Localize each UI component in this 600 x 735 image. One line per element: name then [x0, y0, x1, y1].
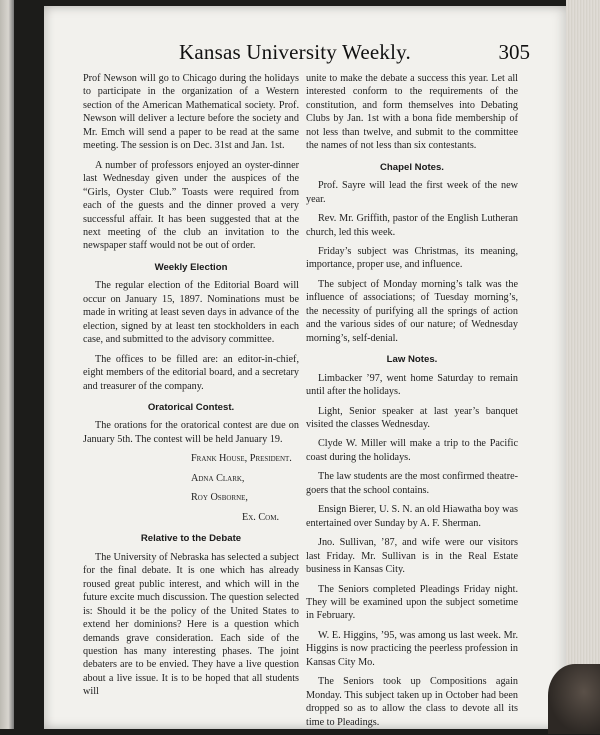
signature-line: Adna Clark,: [191, 472, 245, 484]
thumb-shadow: [548, 664, 600, 734]
section-heading-weekly-election: Weekly Election: [154, 261, 228, 273]
paragraph: The Seniors took up Compositions again Monday. This subject taken up in October had been dropped so as to allow the class to devote all its time to Pleadings.: [306, 676, 518, 728]
section-heading-oratorical-contest: Oratorical Contest.: [147, 401, 235, 413]
right-column: [306, 72, 518, 735]
paragraph: Friday’s subject was Christmas, its meaning, importance, proper use, and influence.: [306, 245, 518, 271]
paragraph: Prof. Sayre will lead the first week of the new year.: [306, 180, 518, 205]
section-heading-debate: Relative to the Debate: [140, 533, 242, 545]
signature-line: Frank House, President.: [191, 453, 292, 465]
paragraph: The law students are the most confirmed theatre-goers that the school contains.: [306, 471, 518, 496]
facing-page-edge: [0, 0, 14, 729]
paragraph: Ensign Bierer, U. S. N. an old Hiawatha boy was entertained over Sunday by A. F. Sherman.: [306, 504, 518, 529]
paragraph: The Seniors completed Pleadings Friday night. They will be examined upon the subject sometime in February.: [306, 583, 518, 622]
paragraph: Prof Newson will go to Chicago during the holidays to participate in the organization of a Western section of the American Mathematical society. Prof. Newson will deliver a lecture before the society and Mr. Emch will send a paper to be read at the same meeting. The session is on Dec. 31st and Jan. 1st.: [83, 73, 299, 152]
running-title: Kansas University Weekly.: [179, 40, 411, 64]
left-column: [83, 72, 299, 705]
section-heading-law-notes: Law Notes.: [386, 354, 438, 366]
paragraph: The regular election of the Editorial Board will occur on January 15, 1897. Nominations must be made in writing at least seven days in advance of the election, signed by at least ten stockholders in each case, and submitted to the advisory committee.: [83, 280, 299, 346]
signature-line: Roy Osborne,: [191, 492, 248, 504]
paragraph: A number of professors enjoyed an oyster-dinner last Wednesday given under the auspices of the “Girls, Oyster Club.” Toasts were required from each of the guests and the dinner proved a very successful affair. It has been suggested that at the next meeting of the club an invitation to the newspaper staff would not be out of order.: [83, 159, 299, 252]
paragraph: Light, Senior speaker at last year’s banquet visited the classes Wednesday.: [306, 405, 518, 430]
page-number: 305: [498, 40, 530, 64]
paragraph: Jno. Sullivan, ’87, and wife were our visitors last Friday. Mr. Sullivan is in the Real Estate business in Kansas City.: [306, 537, 518, 576]
paragraph: The subject of Monday morning’s talk was the influence of associations; of Tuesday morning’s, the necessity of purifying all the springs of action and the various sides of our nature; of Wednesday morning’s, self-denial.: [306, 278, 518, 344]
page-edges: [566, 0, 600, 729]
paragraph: W. E. Higgins, ’95, was among us last week. Mr. Higgins is now practicing the peerless profession in Kansas City Mo.: [306, 629, 518, 668]
paragraph: The University of Nebraska has selected a subject for the final debate. It is one which has already roused great public interest, and which will in the future excite much discussion. The question selected is: Should it be the policy of the United States to extend her dominions? Here is a question which demands grave consideration. Each side of the question has many interesting phases. The joint debaters are to be envied. They have a live question about a live issue. It is to be hoped that all students will: [83, 551, 299, 698]
paragraph: Rev. Mr. Griffith, pastor of the English Lutheran church, led this week.: [306, 213, 518, 238]
paragraph: The offices to be filled are: an editor-in-chief, eight members of the editorial board, and a secretary and treasurer of the company.: [83, 353, 299, 392]
paragraph: unite to make the debate a success this year. Let all interested conform to the requirements of the constitution, and form themselves into Debating Clubs by Jan. 1st with a bona fide membership of not less than twelve, and submit to the committee the names of not less than six contestants.: [306, 73, 518, 152]
section-heading-chapel-notes: Chapel Notes.: [380, 161, 444, 173]
paragraph: Clyde W. Miller will make a trip to the Pacific coast during the holidays.: [306, 438, 518, 463]
paragraph: Limbacker ’97, went home Saturday to remain until after the holidays.: [306, 372, 518, 398]
page-header: [60, 40, 530, 70]
signature-line: Ex. Com.: [242, 511, 279, 523]
paragraph: The orations for the oratorical contest are due on January 5th. The contest will be held January 19.: [83, 420, 299, 445]
